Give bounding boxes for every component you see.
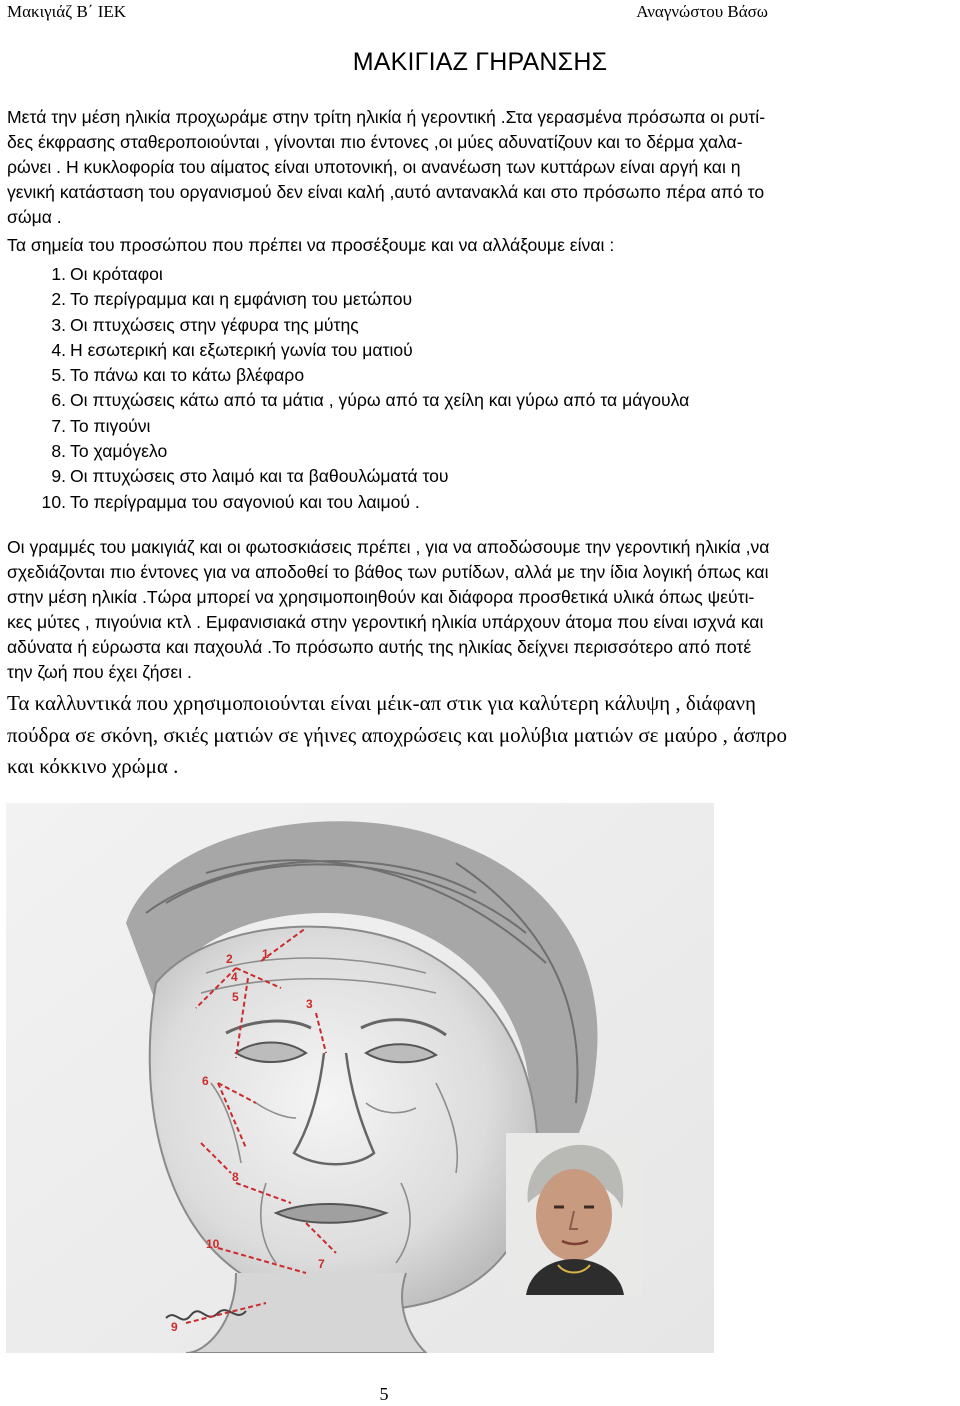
paragraph-line: στην μέση ηλικία .Τώρα μπορεί να χρησιμοποιηθούν και διάφορα προσθετικά υλικά όπως ψεύτι- — [7, 587, 755, 608]
list-number: 9. — [51, 466, 66, 487]
header-right-text: Αναγνώστου Βάσω — [636, 2, 768, 21]
paragraph-line: κες μύτες , πιγούνια κτλ . Εμφανισιακά στην γεροντική ηλικία υπάρχουν άτομα που είναι ισχνά και — [7, 612, 764, 633]
intro-line: δες έκφρασης σταθεροποιούνται , γίνονται πιο έντονες ,οι μύες αδυνατίζουν και το δέρμα χαλα- — [7, 132, 743, 153]
list-text: Η εσωτερική και εξωτερική γωνία του ματιού — [70, 339, 413, 360]
elderly-woman-photo — [506, 1133, 642, 1295]
page-title: ΜΑΚΙΓΙΑΖ ΓΗΡΑΝΣΗΣ — [352, 48, 608, 76]
list-number: 3. — [51, 314, 66, 335]
list-text: Το περίγραμμα και η εμφάνιση του μετώπου — [70, 289, 413, 310]
list-number: 7. — [51, 415, 66, 436]
paragraph-line: Οι γραμμές του μακιγιάζ και οι φωτοσκιάσεις πρέπει , για να αποδώσουμε την γεροντική ηλικία ,να — [7, 537, 770, 557]
marker-label: 9 — [171, 1320, 178, 1334]
list-number: 10. — [41, 491, 66, 512]
cosmetics-paragraph — [7, 688, 957, 783]
face-points-list — [0, 262, 689, 515]
list-text: Το πάνω και το κάτω βλέφαρο — [70, 365, 305, 386]
list-item — [0, 490, 689, 515]
list-item — [0, 388, 689, 413]
marker-label: 8 — [232, 1170, 239, 1184]
list-text: Οι πτυχώσεις στο λαιμό και τα βαθουλώματά του — [70, 466, 449, 487]
marker-label: 3 — [306, 997, 313, 1011]
list-text: Οι κρόταφοι — [70, 264, 163, 284]
marker-label: 6 — [202, 1074, 209, 1088]
intro-paragraph — [7, 105, 947, 230]
list-item — [0, 363, 689, 388]
list-number: 5. — [51, 365, 66, 386]
list-number: 8. — [51, 441, 66, 462]
paragraph-line: σχεδιάζονται πιο έντονες για να αποδοθεί το βάθος των ρυτίδων, αλλά με την ίδια λογική όπως και — [7, 562, 769, 583]
marker-label: 2 — [226, 952, 233, 966]
marker-label: 1 — [262, 947, 269, 961]
list-item — [0, 287, 689, 312]
list-text: Το περίγραμμα του σαγονιού και του λαιμού . — [70, 491, 420, 512]
list-text: Οι πτυχώσεις στην γέφυρα της μύτης — [70, 314, 359, 335]
list-number: 1. — [51, 264, 66, 284]
marker-label: 7 — [318, 1257, 325, 1271]
list-number: 2. — [51, 289, 66, 310]
list-item — [0, 464, 689, 489]
paragraph-line: την ζωή που έχει ζήσει . — [7, 662, 192, 683]
paragraph-line: και κόκκινο χρώμα . — [7, 754, 179, 778]
list-item — [0, 414, 689, 439]
marker-label: 5 — [232, 990, 239, 1004]
list-text: Το πιγούνι — [70, 415, 151, 436]
page-number: 5 — [379, 1384, 389, 1404]
list-number: 6. — [51, 390, 66, 411]
intro-line: γενική κατάσταση του οργανισμού δεν είναι καλή ,αυτό αντανακλά και στο πρόσωπο πέρα από το — [7, 182, 765, 203]
list-item — [0, 439, 689, 464]
paragraph-line: αδύνατα ή εύρωστα και παχουλά .Το πρόσωπο αυτής της ηλικίας δείχνει περισσότερο από ποτέ — [7, 637, 752, 658]
list-item — [0, 313, 689, 338]
marker-label: 10 — [206, 1237, 220, 1251]
intro-line: ρώνει . Η κυκλοφορία του αίματος είναι υποτονική, οι ανανέωση των κυττάρων είναι αργή και η — [7, 157, 741, 178]
paragraph-line: πούδρα σε σκόνη, σκιές ματιών σε γήινες αποχρώσεις και μολύβια ματιών σε μαύρο , άσπρο — [7, 722, 787, 747]
list-item — [0, 338, 689, 363]
list-item — [0, 262, 689, 287]
intro-line: Μετά την μέση ηλικία προχωράμε στην τρίτη ηλικία ή γεροντική .Στα γερασμένα πρόσωπα οι ρυτί- — [7, 107, 766, 127]
header-left-text: Μακιγιάζ Β΄ ΙΕΚ — [7, 2, 127, 21]
marker-label: 4 — [231, 970, 238, 984]
intro-line: σώμα . — [7, 207, 62, 228]
paragraph-line: Τα καλλυντικά που χρησιμοποιούνται είναι μέικ-απ στικ για καλύτερη κάλυψη , διάφανη — [7, 691, 757, 715]
list-text: Το χαμόγελο — [70, 441, 168, 462]
list-text: Οι πτυχώσεις κάτω από τα μάτια , γύρω από τα χείλη και γύρω από τα μάγουλα — [70, 390, 690, 411]
list-number: 4. — [51, 339, 66, 360]
points-intro: Τα σημεία του προσώπου που πρέπει να προσέξουμε και να αλλάξουμε είναι : — [7, 235, 615, 255]
makeup-lines-paragraph — [7, 535, 957, 686]
